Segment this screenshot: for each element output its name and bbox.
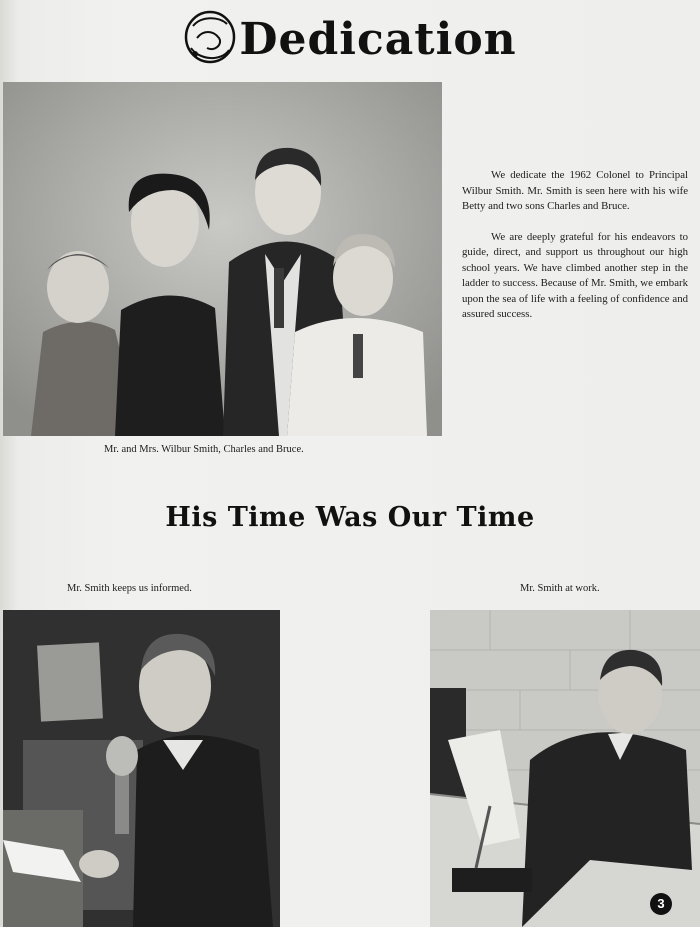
desk-photo-caption: Mr. Smith at work. xyxy=(520,583,600,594)
desk-photo xyxy=(430,610,700,927)
page-number-badge: 3 xyxy=(650,893,672,915)
page-title-text: Dedication xyxy=(239,14,517,65)
family-photo xyxy=(3,82,442,436)
dedication-text xyxy=(462,168,688,338)
intercom-photo xyxy=(3,610,280,927)
intercom-photo-caption: Mr. Smith keeps us informed. xyxy=(67,583,192,594)
dedication-paragraph: We dedicate the 1962 Colonel to Principal Wilbur Smith. Mr. Smith is seen here with his wife Betty and two sons Charles and Bruce. xyxy=(462,169,688,212)
section-heading: His Time Was Our Time xyxy=(165,502,535,533)
ornamental-initial-icon xyxy=(183,8,237,66)
page-title xyxy=(0,8,700,66)
dedication-paragraph: We are deeply grateful for his endeavors to guide, direct, and support us throughout our high school years. We have climbed another step in the ladder to success. Because of Mr. Smith, we embark upon the sea of life with a feeling of confidence and assured success. xyxy=(462,230,688,320)
family-photo-caption: Mr. and Mrs. Wilbur Smith, Charles and Bruce. xyxy=(104,444,304,455)
